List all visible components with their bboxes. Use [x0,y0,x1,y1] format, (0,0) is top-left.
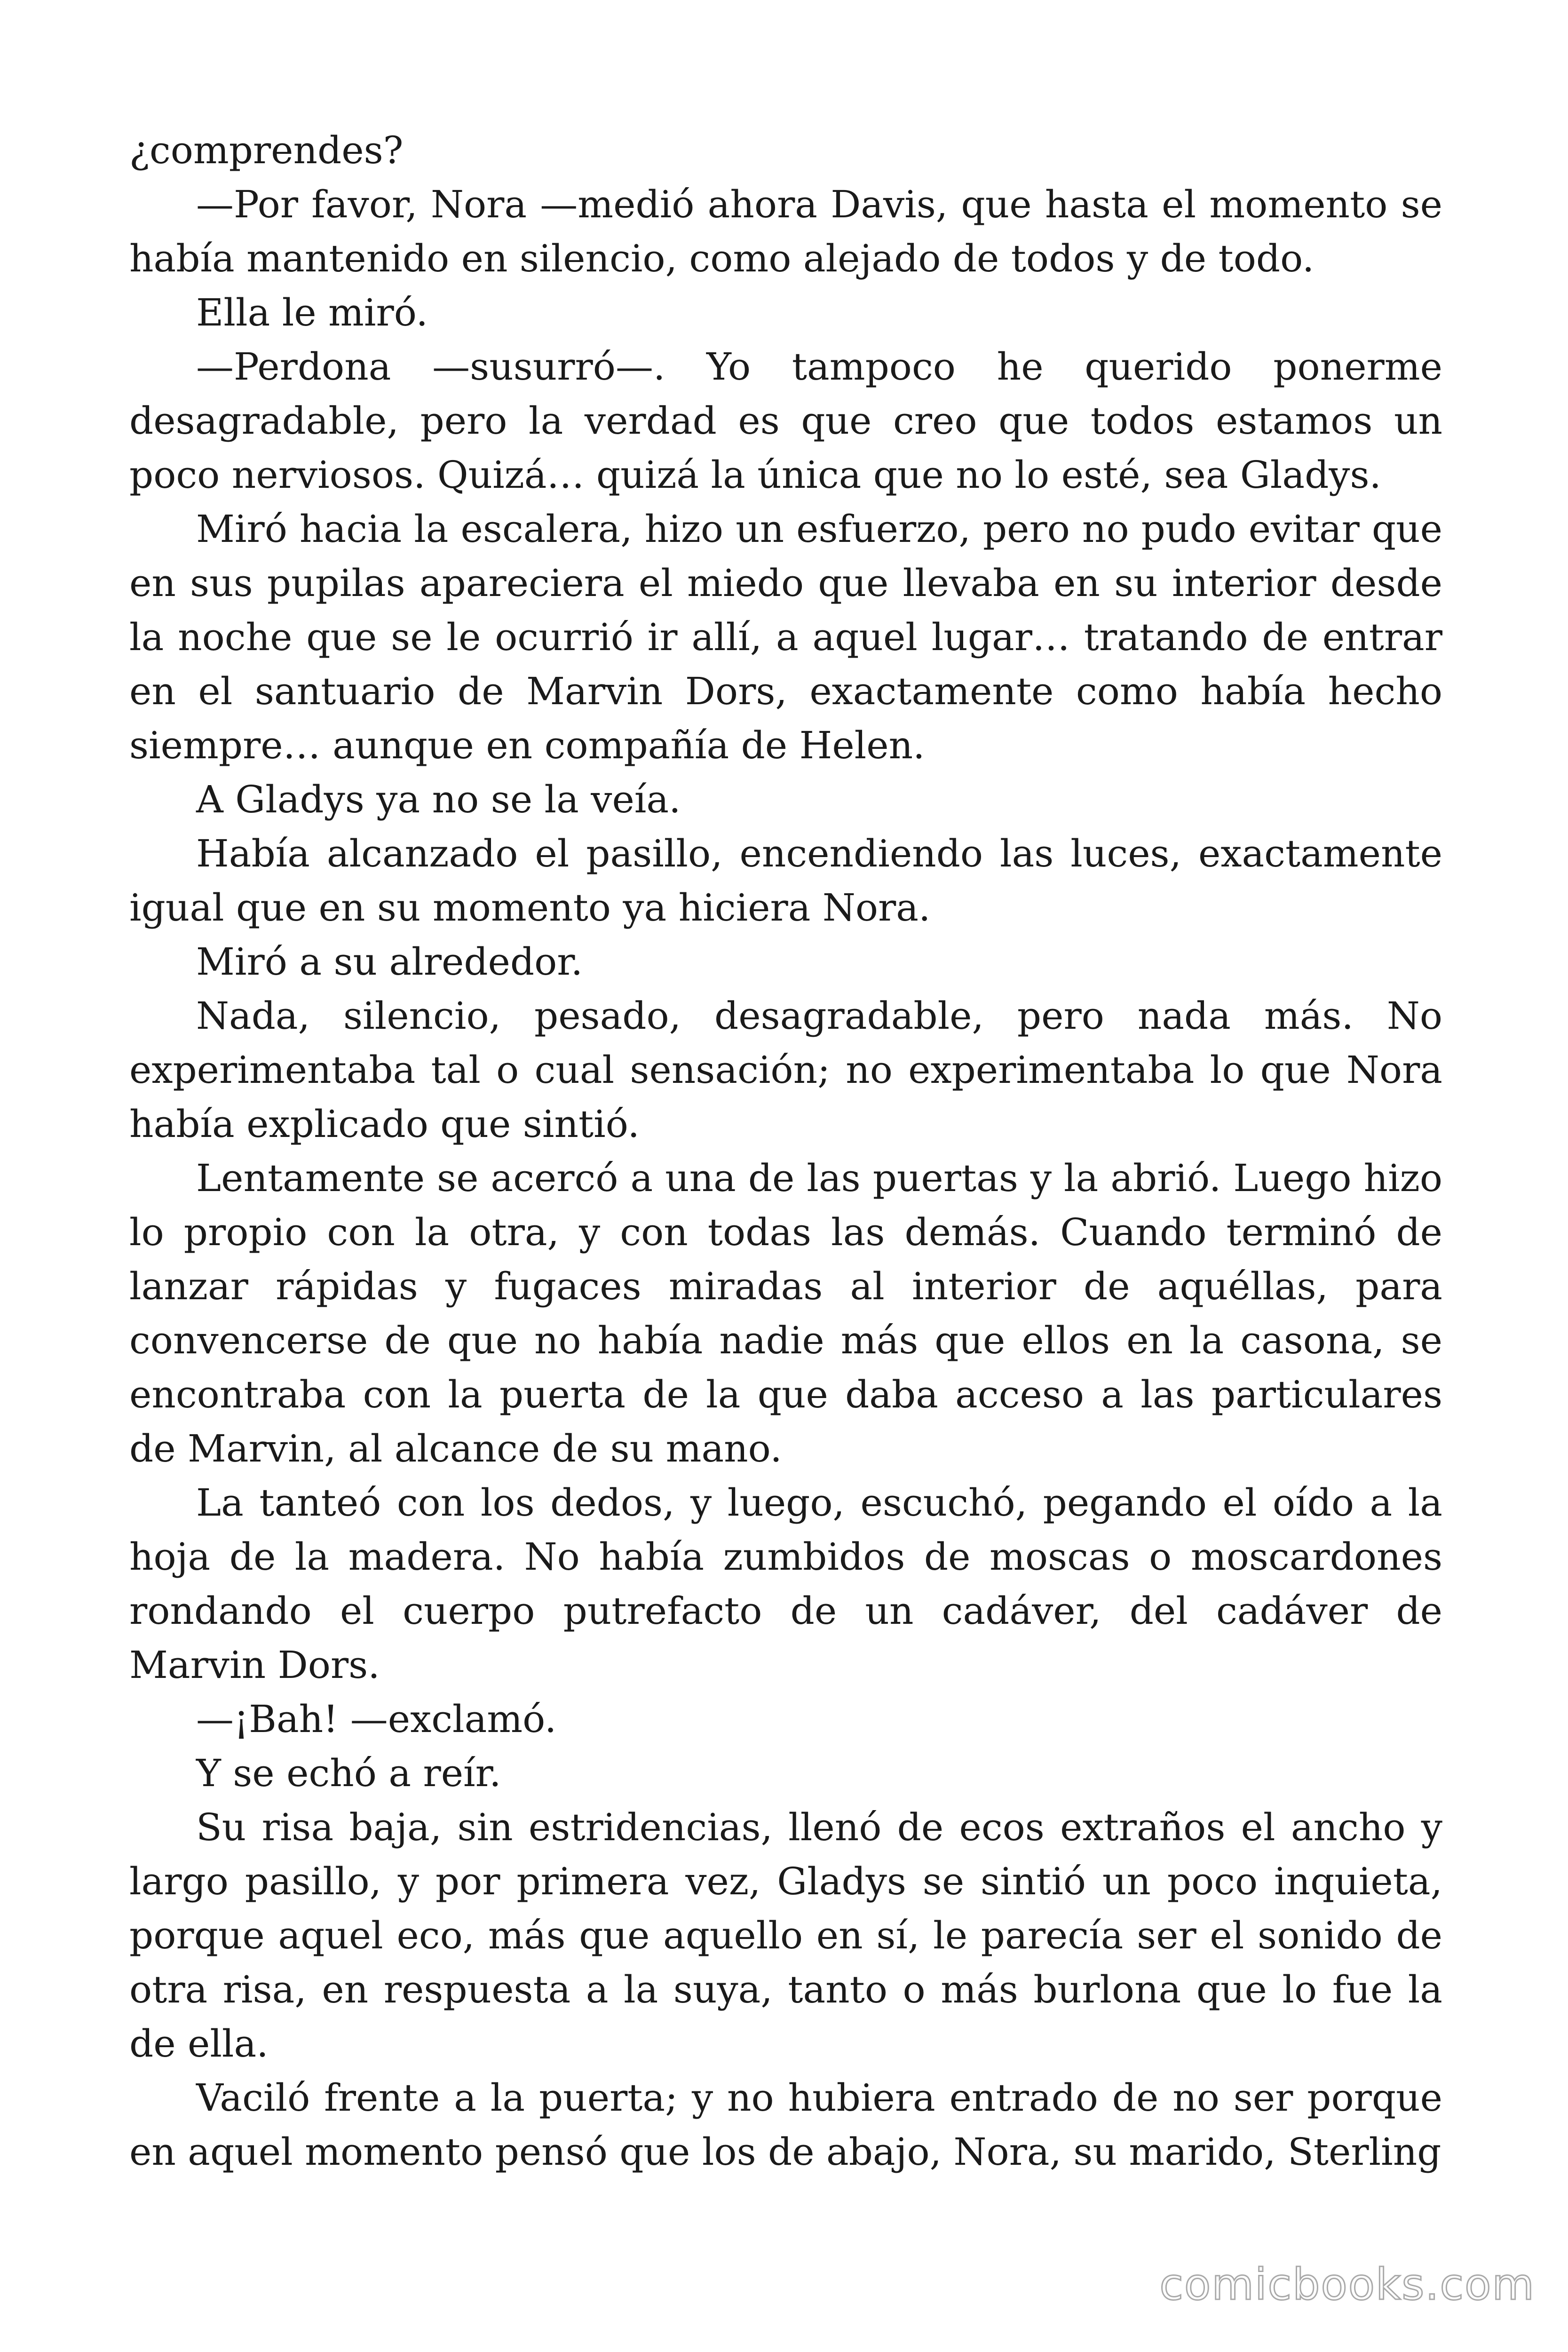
paragraph: Su risa baja, sin estridencias, llenó de ecos extraños el ancho y largo pasillo, y por primera vez, Gladys se sintió un poco inquieta, porque aquel eco, más que aquello en sí, le parecía ser el sonido de otra risa, en respuesta a la suya, tanto o más burlona que lo fue la de ella. [129,1805,1442,2066]
paragraph: —¡Bah! —exclamó. [196,1697,557,1741]
paragraph: ¿comprendes? [129,128,404,172]
paragraph: —Perdona —susurró—. Yo tampoco he querido ponerme desagradable, pero la verdad es que creo que todos estamos un poco nerviosos. Quizá… quizá la única que no lo esté, sea Gladys. [129,345,1442,497]
paragraph: Nada, silencio, pesado, desagradable, pero nada más. No experimentaba tal o cual sensación; no experimentaba lo que Nora había explicado que sintió. [129,994,1442,1146]
paragraph: La tanteó con los dedos, y luego, escuchó, pegando el oído a la hoja de la madera. No había zumbidos de moscas o moscardones rondando el cuerpo putrefacto de un cadáver, del cadáver de Marvin Dors. [129,1481,1442,1687]
paragraph: Había alcanzado el pasillo, encendiendo las luces, exactamente igual que en su momento ya hiciera Nora. [129,832,1442,930]
paragraph: —Por favor, Nora —medió ahora Davis, que hasta el momento se había mantenido en silencio, como alejado de todos y de todo. [129,183,1442,280]
paragraph: Miró hacia la escalera, hizo un esfuerzo, pero no pudo evitar que en sus pupilas apareciera el miedo que llevaba en su interior desde la noche que se le ocurrió ir allí, a aquel lugar… tratando de entrar en el santuario de Marvin Dors, exactamente como había hecho siempre… aunque en compañía de Helen. [129,507,1442,767]
watermark: comicbooks.com [1159,2259,1535,2310]
paragraph: Lentamente se acercó a una de las puertas y la abrió. Luego hizo lo propio con la otra, y con todas las demás. Cuando terminó de lanzar rápidas y fugaces miradas al interior de aquéllas, para convencerse de que no había nadie más que ellos en la casona, se encontraba con la puerta de la que daba acceso a las particulares de Marvin, al alcance de su mano. [129,1156,1442,1470]
body-text [129,123,1442,2179]
paragraph: A Gladys ya no se la veía. [196,778,681,821]
paragraph: Miró a su alrededor. [196,940,583,984]
paragraph: Ella le miró. [196,291,428,334]
paragraph: Vaciló frente a la puerta; y no hubiera entrado de no ser porque en aquel momento pensó que los de abajo, Nora, su marido, Sterling [129,2076,1442,2174]
paragraph: Y se echó a reír. [196,1751,501,1795]
